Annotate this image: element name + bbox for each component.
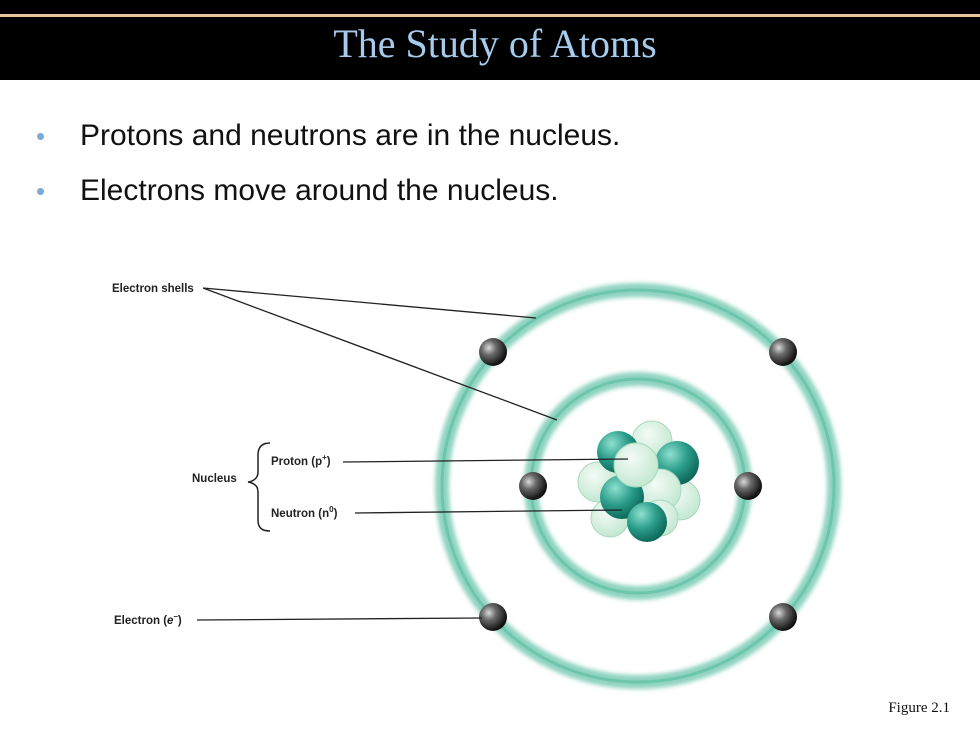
- electron-particle: [734, 472, 762, 500]
- bullet-item: [36, 112, 620, 167]
- electron-particle: [519, 472, 547, 500]
- atom-diagram: [0, 230, 980, 710]
- proton-label: Proton (p+): [271, 453, 331, 468]
- electron-shells-label: Electron shells: [112, 283, 194, 295]
- bullet-marker-icon: •: [36, 121, 46, 151]
- neutron-label: Neutron $(n^0)$: [271, 505, 338, 520]
- nucleus-cluster: [578, 421, 700, 542]
- bullet-list: [36, 112, 620, 222]
- neutron-particle: [627, 502, 667, 542]
- bullet-text: Protons and neutrons are in the nucleus.: [80, 119, 621, 152]
- bullet-marker-icon: •: [36, 176, 46, 206]
- electron-particle: [479, 603, 507, 631]
- electron-label: Electron (e–): [114, 612, 182, 627]
- title-rule: [0, 14, 980, 17]
- electron-particle: [769, 603, 797, 631]
- bullet-text: Electrons move around the nucleus.: [80, 174, 559, 207]
- proton-particle: [614, 443, 658, 487]
- nucleus-brace: [248, 443, 270, 531]
- nucleus-label: Nucleus: [192, 473, 237, 485]
- bullet-item: [36, 167, 620, 222]
- figure-label: Figure 2.1: [888, 700, 950, 716]
- electron-particle: [769, 338, 797, 366]
- slide-title: The Study of Atoms: [333, 21, 657, 66]
- electron-particle: [479, 338, 507, 366]
